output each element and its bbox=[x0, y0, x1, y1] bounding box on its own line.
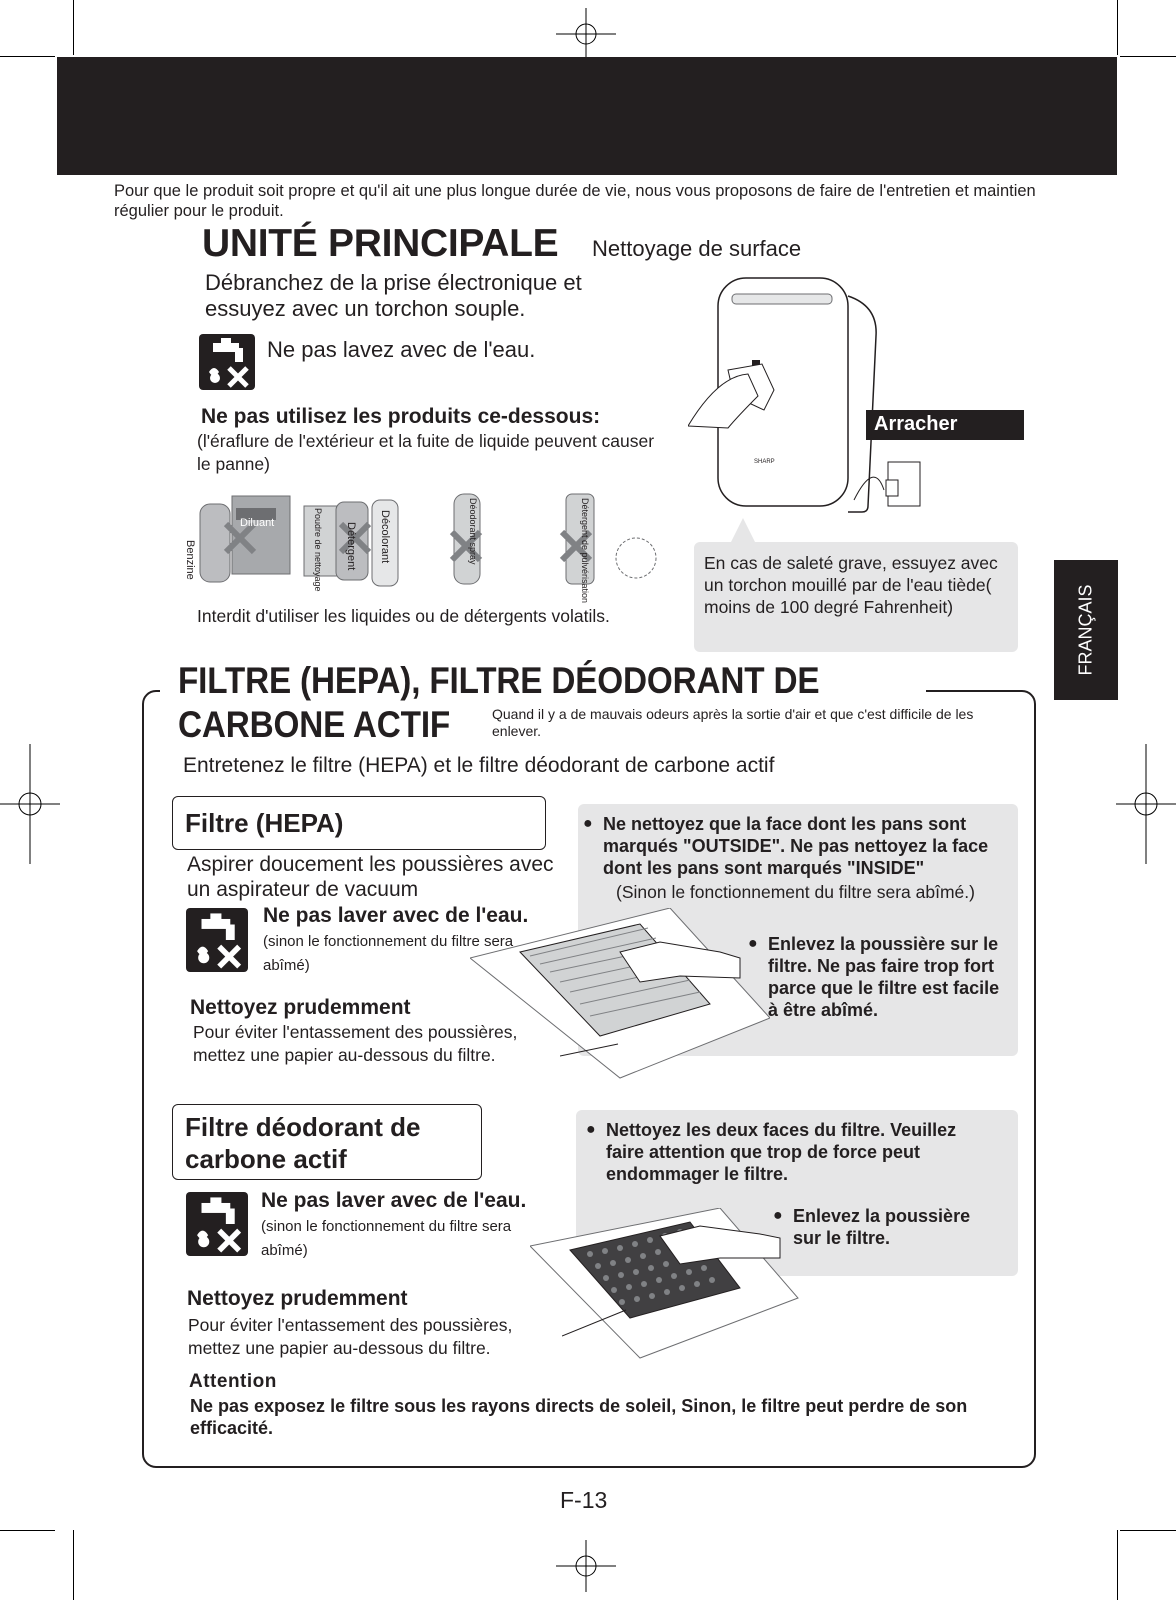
carbon-label: Filtre déodorant de carbone actif bbox=[185, 1112, 421, 1174]
hepa-no-wash-note: (sinon le fonctionnement du filtre sera abîmé) bbox=[263, 933, 514, 974]
product-label-poudre: Poudre de nettoyage bbox=[313, 508, 323, 592]
brand-label: SHARP bbox=[754, 459, 775, 465]
crop-mark bbox=[73, 1530, 74, 1600]
registration-mark bbox=[0, 744, 60, 864]
hepa-instruction: Aspirer doucement les poussières avec un aspirateur de vacuum bbox=[187, 853, 554, 901]
carbon-bullet-1: ● Nettoyez les deux faces du filtre. Veuillez faire attention que trop de force peut endommager le filtre. bbox=[586, 1119, 996, 1185]
heavy-dirt-note: En cas de saleté grave, essuyez avec un torchon mouillé par de l'eau tiède( moins de 100 degré Fahrenheit) bbox=[704, 553, 998, 617]
carbon-pointer-line bbox=[562, 1308, 628, 1338]
filter-title-line1: FILTRE (HEPA), FILTRE DÉODORANT DE bbox=[178, 660, 820, 701]
carbon-bullet-2: ● Enlevez la poussière sur le filtre. bbox=[773, 1205, 998, 1249]
carbon-no-wash bbox=[261, 1189, 561, 1263]
attention-title: Attention bbox=[189, 1371, 277, 1392]
carbon-careful-title: Nettoyez prudemment bbox=[187, 1287, 408, 1310]
language-tab bbox=[1054, 560, 1118, 700]
main-unit-title: UNITÉ PRINCIPALE bbox=[202, 222, 559, 265]
no-products-title: Ne pas utilisez les produits ce-dessous: bbox=[201, 405, 601, 428]
registration-mark bbox=[556, 8, 616, 60]
hepa-bullet-2: ● Enlevez la poussière sur le filtre. Ne pas faire trop fort parce que le filtre est facile à être abîmé. bbox=[748, 933, 1013, 1021]
crop-mark bbox=[1120, 56, 1176, 57]
hepa-label-box bbox=[172, 796, 546, 850]
forbidden-products-illustration bbox=[196, 492, 666, 592]
carbon-filter-illustration bbox=[530, 1208, 800, 1368]
product-label-decolorant: Décolorant bbox=[379, 510, 391, 564]
page-number: F-13 bbox=[560, 1487, 608, 1513]
registration-mark bbox=[556, 1540, 616, 1592]
product-label-deodorant: Déodorant spray bbox=[468, 498, 478, 565]
intro-text: Pour que le produit soit propre et qu'il ait une plus longue durée de vie, nous vous proposons de faire de l'entretien et maintien régulier pour le produit. bbox=[114, 182, 1036, 220]
hepa-bullet-1: ● Ne nettoyez que la face dont les pans sont marqués "OUTSIDE". Ne pas nettoyez la face dont les pans sont marqués "INSIDE" bbox=[583, 813, 1013, 879]
language-tab-label: FRANÇAIS bbox=[1075, 584, 1096, 676]
product-label-spray: Détergent de pulvérisation bbox=[580, 498, 590, 604]
crop-mark bbox=[0, 1530, 55, 1531]
unplug-label-text: Arracher bbox=[874, 413, 958, 435]
crop-mark bbox=[0, 56, 55, 57]
heavy-dirt-box bbox=[694, 542, 1018, 652]
callout-pointer bbox=[730, 518, 756, 544]
registration-mark bbox=[1116, 744, 1176, 864]
no-water-icon bbox=[199, 334, 255, 390]
hepa-bullet-1-note: (Sinon le fonctionnement du filtre sera abîmé.) bbox=[616, 882, 975, 902]
unplug-label bbox=[866, 410, 1024, 440]
product-label-diluant: Diluant bbox=[240, 517, 275, 529]
crop-mark bbox=[1117, 1530, 1118, 1600]
hepa-filter-illustration bbox=[470, 908, 770, 1084]
no-wash-text: Ne pas lavez avec de l'eau. bbox=[267, 337, 536, 362]
crop-mark bbox=[1120, 1530, 1176, 1531]
no-products-note: (l'éraflure de l'extérieur et la fuite de liquide peuvent causer le panne) bbox=[197, 431, 655, 474]
carbon-no-water-icon bbox=[186, 1192, 248, 1256]
hepa-no-water-icon bbox=[186, 908, 248, 972]
hepa-careful-text: Pour éviter l'entassement des poussières, mettez une papier au-dessous du filtre. bbox=[193, 1022, 518, 1065]
crop-mark bbox=[1117, 0, 1118, 55]
main-unit-subtitle: Nettoyage de surface bbox=[592, 236, 802, 261]
product-label-detergent: Détergent bbox=[345, 522, 357, 571]
attention-text: Ne pas exposez le filtre sous les rayons directs de soleil, Sinon, le filtre peut perdre de son efficacité. bbox=[190, 1396, 968, 1438]
carbon-careful-text: Pour éviter l'entassement des poussières, mettez une papier au-dessous du filtre. bbox=[188, 1315, 513, 1358]
filter-title-line2: CARBONE ACTIF bbox=[178, 704, 451, 745]
air-purifier-illustration bbox=[688, 276, 928, 538]
header-band bbox=[57, 57, 1117, 175]
filter-lead: Entretenez le filtre (HEPA) et le filtre déodorant de carbone actif bbox=[183, 754, 775, 777]
unplug-instruction: Débranchez de la prise électronique et essuyez avec un torchon souple. bbox=[205, 270, 582, 321]
hepa-pointer-line bbox=[560, 1040, 620, 1060]
hepa-label: Filtre (HEPA) bbox=[185, 808, 344, 838]
volatile-note: Interdit d'utiliser les liquides ou de détergents volatils. bbox=[197, 606, 610, 626]
filter-title-note: Quand il y a de mauvais odeurs après la sortie d'air et que c'est difficile de les enlever. bbox=[492, 706, 974, 739]
carbon-label-box bbox=[172, 1104, 482, 1180]
carbon-no-wash-bold: Ne pas laver avec de l'eau. bbox=[261, 1189, 527, 1212]
hepa-careful-title: Nettoyez prudemment bbox=[190, 996, 411, 1019]
hepa-no-wash-bold: Ne pas laver avec de l'eau. bbox=[263, 904, 529, 927]
product-label-benzine: Benzine bbox=[184, 540, 196, 580]
carbon-no-wash-note: (sinon le fonctionnement du filtre sera abîmé) bbox=[261, 1218, 512, 1259]
crop-mark bbox=[73, 0, 74, 55]
